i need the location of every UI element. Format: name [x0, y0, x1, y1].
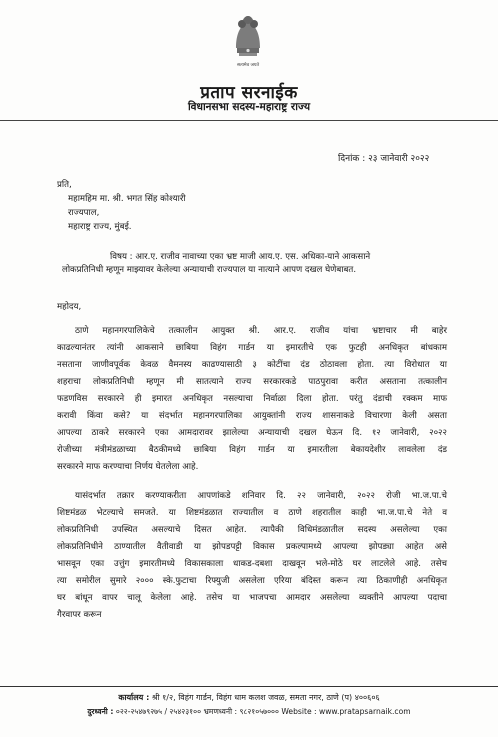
paragraph-2 — [57, 488, 447, 624]
paragraph-2-line: घर बांधून वापर चालू केलेला आहे. तसेच या भाजपचा आमदार असलेल्या व्यक्तीने आपल्या पदाचा — [57, 593, 447, 603]
salutation: महोदय, — [57, 302, 82, 312]
paragraph-2-line: लोकप्रतिनिधीने ठाण्यातील वैतीवाडी या झोपडपट्टी विकास प्रकल्पामध्ये आपल्या झोपड्या आहेत असे — [57, 542, 447, 552]
paragraph-1-line: नसताना जाणीवपूर्वक केवळ वैमनस्य काढण्यासाठी ३ कोटींचा दंड ठोठावला होता. त्या विरोधात या — [57, 360, 447, 370]
letterhead-name: प्रताप सरनाईक — [200, 83, 298, 103]
paragraph-1-line: करावी किंवा कसे? या संदर्भात महानगरपालिका आयुक्तांनी राज्य शासनाकडे विचारणा केली असता — [57, 411, 447, 421]
footer-office — [0, 692, 498, 703]
header-divider — [0, 120, 498, 121]
subject-line1: विषय : आर.ए. राजीव नावाच्या एका भ्रष्ट माजी आय.ए. एस. अधिका-याने आकसाने — [110, 252, 371, 262]
addressee-line3: महाराष्ट्र राज्य, मुंबई. — [68, 222, 132, 232]
subject-line2: लोकप्रतिनिधी म्हणून माझ्यावर केलेल्या अन्यायाची राज्यपाल या नात्याने आपण दखल घेणेबाबत. — [62, 265, 357, 275]
paragraph-1 — [57, 323, 447, 476]
paragraph-2-line: भासवून एका उत्तुंग इमारतीमध्ये विकासकाला धाकड-दबशा दाखवून भले-मोठे घर लाटलेले आहे. तसेच — [57, 559, 447, 569]
paragraph-1-line: ठाणे महानगरपालिकेचे तत्कालीन आयुक्त श्री. आर.ए. राजीव यांचा भ्रष्टाचार मी बाहेर — [75, 326, 447, 336]
paragraph-1-line: काढल्यानंतर त्यांनी आकसाने छाबिया विहंग गार्डन या इमारतीचे एक फुटही अनधिकृत बांधकाम — [57, 343, 447, 353]
paragraph-2-line: लोकप्रतिनिधी उपस्थित असल्याचे दिसत आहेत. त्यापैकी विधिमंडळातील सदस्य असलेल्या एका — [57, 525, 447, 535]
letter-date: दिनांक : २३ जानेवारी २०२२ — [338, 154, 430, 164]
paragraph-1-line: सरकारने माफ करण्याचा निर्णय घेतलेला आहे. — [57, 462, 199, 472]
footer-phone: ०२२-२५४७९२७५ / २५४२३१०० भ्रमणध्वनी : ९८२१०५७००० Website : www.pratapsarnaik.com — [115, 707, 411, 716]
addressee-line1: महामहिम मा. श्री. भगत सिंह कोश्यारी — [68, 194, 186, 204]
paragraph-2-line: गैरवापर करून — [57, 610, 102, 620]
footer-office-label: कार्यालय : — [118, 693, 150, 702]
letterhead-designation: विधानसभा सदस्य-महाराष्ट्र राज्य — [187, 101, 311, 113]
footer-contact — [0, 707, 498, 717]
paragraph-2-line: शिष्टमंडळ भेटल्याचे समजते. या शिष्टमंडळात राज्यातील व ठाणे शहरातील काही भा.ज.पा.चे नेते व — [57, 508, 447, 518]
paragraph-2-line: यासंदर्भात तक्रार करण्याकरीता आपणांकडे शनिवार दि. २२ जानेवारी, २०२२ रोजी भा.ज.पा.चे — [75, 491, 447, 501]
footer-office-address: श्री १/२, विहंग गार्डन, विहंग धाम कलश जवळ, समता नगर, ठाणे (प) ४००६०६ — [151, 693, 380, 702]
paragraph-1-line: रोजीच्या मंत्रीमंडळाच्या बैठकीमध्ये छाबिया विहंग गार्डन या इमारतीला बेकायदेशीर लावलेला दंड — [57, 445, 447, 455]
addressee-line2: राज्यपाल, — [68, 208, 100, 218]
footer-phone-label: दुरध्वनी : — [87, 707, 114, 716]
emblem-motto: सत्यमेव जयते — [236, 63, 260, 68]
paragraph-1-line: फडणविस सरकारने ही इमारत अनधिकृत नसल्याचा निर्वाळा दिला होता. परंतु दंडाची रक्कम माफ — [57, 394, 447, 404]
paragraph-1-line: आपल्या ठाकरे सरकारने एका आमदारावर झालेल्या अन्यायाची दखल घेऊन दि. १२ जानेवारी, २०२२ — [57, 428, 447, 438]
national-emblem-icon — [227, 8, 269, 74]
addressee-to: प्रति, — [57, 180, 72, 190]
paragraph-1-line: शहराचा लोकप्रतिनिधी म्हणून मी सातत्याने राज्य सरकारकडे पाठपुरावा करीत असताना तत्कालीन — [57, 377, 447, 387]
paragraph-2-line: त्या समोरील सुमारे २००० स्के.फुटाचा रिफ्युजी असलेला एरिया बंदिस्त करून त्या ठिकाणीही अनधिकृत — [57, 576, 447, 586]
footer-divider — [0, 686, 498, 687]
